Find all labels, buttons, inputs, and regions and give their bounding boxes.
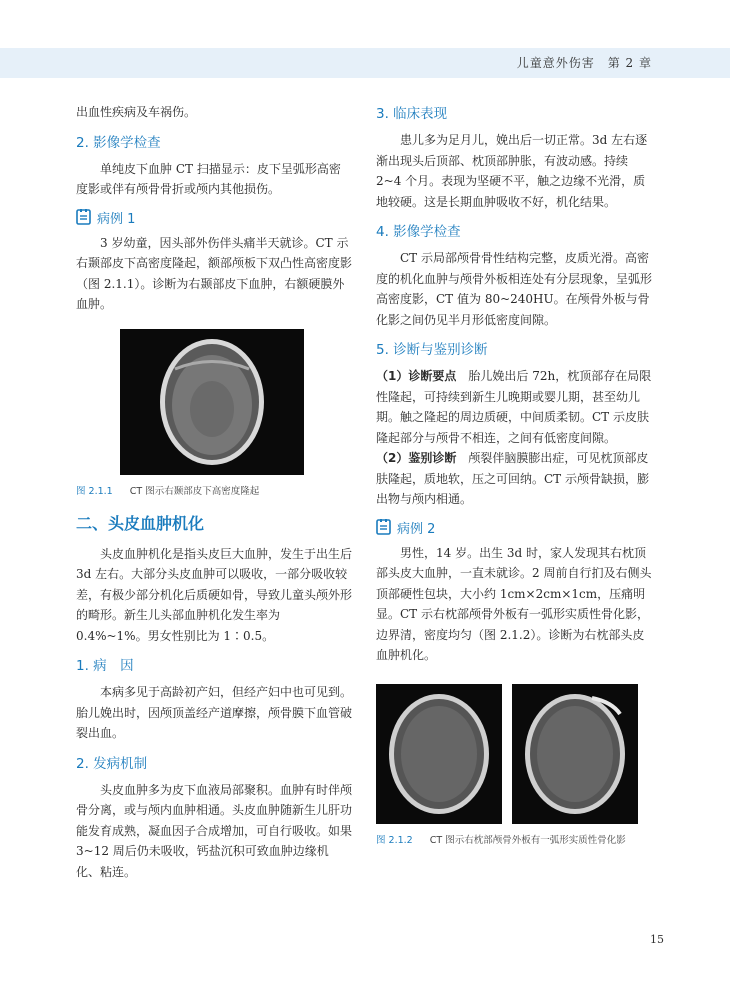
ct-figure-2-right [512,684,638,824]
clinical-body: 患儿多为足月儿，娩出后一切正常。3d 左右逐渐出现头后顶部、枕顶部肿胀，有波动感。持续 2~4 个月。表现为坚硬不平，触之边缘不光滑，质地较硬。这是长期血肿吸收不好，机化结果。 [376,133,648,209]
fig1-caption: CT 图示右颞部皮下高密度隆起 [129,485,260,497]
diagnosis-point-1 [376,366,654,448]
diagnosis-point-2-body: 颅裂伴脑膜膨出症，可见枕顶部皮肤隆起，质地软，压之可回纳。CT 示颅骨缺损，膨出物与颅内相通。 [376,451,650,506]
imaging2-body: CT 示局部颅骨骨性结构完整，皮质光滑。高密度的机化血肿与颅骨外板相连处有分层现象，呈弧形高密度影，CT 值为 80~240HU。在颅骨外板与骨化影之间仍见半月形低密度间隙。 [376,251,653,327]
cause-title: 1. 病 因 [76,658,134,674]
left-column [76,102,352,882]
ct-figure-1 [120,329,304,475]
chapter-section-body: 头皮血肿机化是指头皮巨大血肿，发生于出生后 3d 左右。大部分头皮血肿可以吸收，一部分吸收较差，有极少部分机化后质硬如骨，导致儿童头颅外形的畸形。新生儿头部血肿机化发生率为 0.4%~1%。男女性别比为 1∶0.5。 [76,546,353,643]
clinical-title: 3. 临床表现 [376,106,448,122]
fig1-caption-row [76,483,352,497]
ct-figure-2-left [376,684,502,824]
section-imaging-body: 单纯皮下血肿 CT 扫描显示：皮下呈弧形高密度影或伴有颅骨骨折或颅内其他损伤。 [76,161,341,196]
case2-body: 男性，14 岁。出生 3d 时，家人发现其右枕顶部头皮大血肿，一直未就诊。2 周前自行扪及右侧头顶部硬性包块，大小约 1cm×2cm×1cm，压痛明显。CT 示右枕部颅骨外板有一弧形实质性骨化影，边界清，密度均匀（图 2.1.2）。诊断为右枕部头皮血肿机化。 [376,545,652,662]
diagnosis-title: 5. 诊断与鉴别诊断 [376,342,488,358]
mechanism-title: 2. 发病机制 [76,755,148,772]
right-column [376,102,654,860]
case2-heading [376,518,654,537]
case1-heading [76,208,352,227]
mechanism-body: 头皮血肿多为皮下血液局部聚积。血肿有时伴颅骨分离，或与颅内血肿相通。头皮血肿随新生儿肝功能发育成熟，凝血因子合成增加，可自行吸收。如果 3~12 周后仍未吸收，钙盐沉积可致血肿边缘机化、粘连。 [76,782,353,879]
diagnosis-point-1-body: 胎儿娩出后 72h，枕顶部存在局限性隆起，可持续到新生儿晚期或婴儿期，甚至幼儿期。触之隆起的周边质硬，中间质柔韧。CT 示皮肤隆起部分与颅骨不相连，之间有低密度间隙。 [376,369,652,445]
case1-body: 3 岁幼童，因头部外伤伴头痛半天就诊。CT 示右颞部皮下高密度隆起，额部颅板下双凸性高密度影（图 2.1.1）。诊断为右颞部皮下血肿，右额硬膜外血肿。 [76,235,353,311]
case2-title: 病例 2 [397,521,436,537]
imaging2-title: 4. 影像学检查 [376,224,461,240]
fig1-number: 图 2.1.1 [76,485,113,497]
ct-figure-2 [376,684,654,824]
section-imaging-title: 2. 影像学检查 [76,134,161,151]
diagnosis-point-2-lead: （2）鉴别诊断 [376,451,457,465]
fig2-caption: CT 图示右枕部颅骨外板有一弧形实质性骨化影 [429,834,626,846]
case-document-icon [376,519,391,535]
diagnosis-point-1-lead: （1）诊断要点 [376,369,457,383]
running-header [0,48,730,78]
fig2-caption-row [376,832,654,846]
intro-text: 出血性疾病及车祸伤。 [76,105,197,119]
page-number: 15 [650,933,664,946]
chapter-section-title: 二、头皮血肿机化 [76,513,205,533]
fig2-number: 图 2.1.2 [376,834,413,846]
cause-body: 本病多见于高龄初产妇，但经产妇中也可见到。胎儿娩出时，因颅顶盖经产道摩擦，颅骨膜下血管破裂出血。 [76,685,353,740]
header-title: 儿童意外伤害 第 2 章 [516,56,652,70]
case-document-icon [76,209,91,225]
diagnosis-point-2 [376,448,654,510]
case1-title: 病例 1 [97,211,136,227]
